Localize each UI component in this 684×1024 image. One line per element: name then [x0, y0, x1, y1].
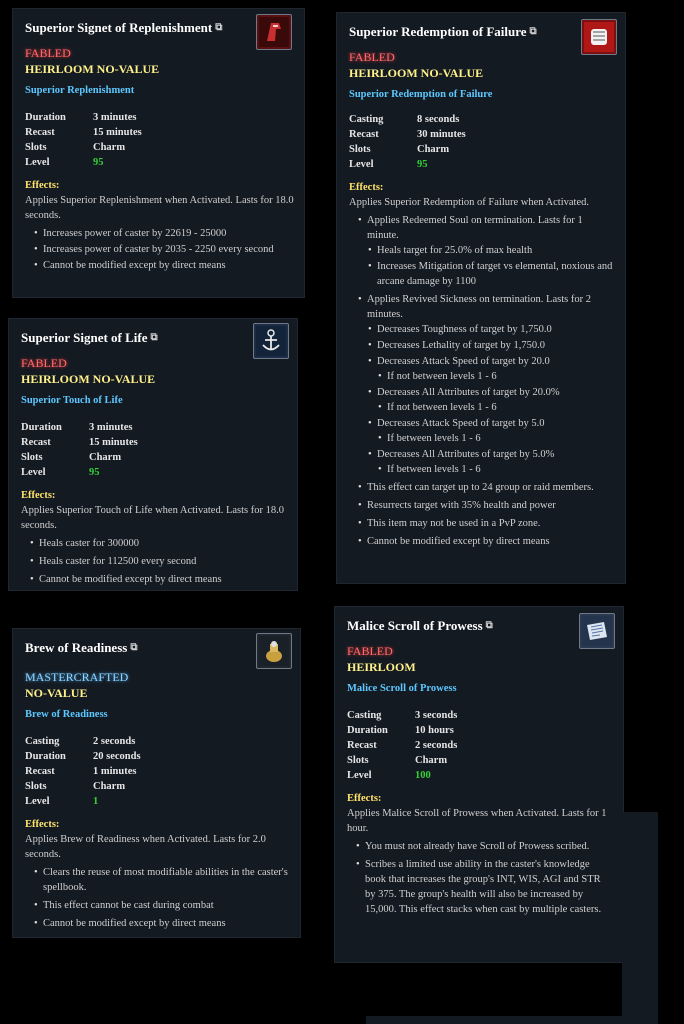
list-item: • Applies Revived Sickness on termination. Lasts for 2 minutes. • Decreases Toughness of target by 1,750.0 • Decreases Lethality of target by 1,750.0 • Decreases Attack Speed of target by 20.0 • If not between levels 1 - 6 • Decreases All Attributes of target by 20.0% • If not between levels 1 - 6 • Decreases Attack Speed of target by 5.0 • If between levels 1 - 6 • Decreases All Attributes of target by 5.0% • If between levels 1 - 6: [367, 292, 615, 477]
tier-label: FABLED: [21, 356, 67, 370]
item-flags: HEIRLOOM NO-VALUE: [349, 66, 484, 80]
item-flags: HEIRLOOM NO-VALUE: [21, 372, 156, 386]
stat-row: Recast 15 minutes: [21, 437, 138, 448]
stat-row: Duration 20 seconds: [25, 751, 141, 762]
stats-table: [21, 420, 138, 480]
list-item: • This effect can target up to 24 group or raid members.: [367, 480, 615, 495]
stat-row: Slots Charm: [25, 142, 126, 153]
list-item: • Decreases Attack Speed of target by 5.0 • If between levels 1 - 6: [377, 416, 615, 446]
list-item: • Cannot be modified except by direct means: [43, 258, 294, 273]
list-item: • Increases power of caster by 2035 - 2250 every second: [43, 242, 294, 257]
list-item: • Decreases All Attributes of target by 20.0% • If not between levels 1 - 6: [377, 385, 615, 415]
stat-row: Level 1: [25, 796, 99, 807]
stat-row: Slots Charm: [21, 452, 122, 463]
list-item: • Cannot be modified except by direct means: [367, 534, 615, 549]
brew-icon: [256, 633, 292, 669]
item-title[interactable]: Malice Scroll of Prowess ⧉: [347, 618, 493, 633]
panel-edge: [366, 1016, 658, 1024]
effect-text: Applies Superior Touch of Life when Activated. Lasts for 18.0 seconds.: [21, 505, 284, 531]
external-link-icon[interactable]: ⧉: [130, 642, 138, 653]
external-link-icon[interactable]: ⧉: [529, 26, 537, 37]
list-item: • Decreases All Attributes of target by 5.0% • If between levels 1 - 6: [377, 447, 615, 477]
stat-row: Recast 1 minutes: [25, 766, 137, 777]
list-item: • Applies Redeemed Soul on termination. Lasts for 1 minute. • Heals target for 25.0% of max health • Increases Mitigation of target vs elemental, noxious and arcane damage by 1100: [367, 213, 615, 289]
item-title[interactable]: Superior Redemption of Failure ⧉: [349, 24, 537, 39]
stats-table: [25, 110, 142, 170]
fist-icon: [581, 19, 617, 55]
tier-label: FABLED: [25, 46, 71, 60]
external-link-icon[interactable]: ⧉: [215, 22, 223, 33]
list-item: • Decreases Lethality of target by 1,750.0: [377, 338, 615, 353]
stat-row: Duration 10 hours: [347, 725, 454, 736]
stats-table: [347, 708, 457, 783]
tier-label: MASTERCRAFTED: [25, 670, 129, 684]
stat-row: Duration 3 minutes: [21, 422, 133, 433]
effects-heading: Effects:: [25, 819, 60, 830]
stat-row: Level 95: [25, 157, 104, 168]
list-item: • Increases power of caster by 22619 - 25000: [43, 226, 294, 241]
stat-row: Level 95: [349, 159, 428, 170]
stat-row: Level 100: [347, 770, 431, 781]
item-flags: HEIRLOOM: [347, 660, 416, 674]
item-title[interactable]: Brew of Readiness ⧉: [25, 640, 138, 655]
tier-label: FABLED: [349, 50, 395, 64]
list-item: • Decreases Attack Speed of target by 20.0 • If not between levels 1 - 6: [377, 354, 615, 384]
stat-row: Duration 3 minutes: [25, 112, 137, 123]
list-item: • Decreases Toughness of target by 1,750.0: [377, 322, 615, 337]
list-item: • Heals caster for 300000: [39, 536, 287, 551]
effects-heading: Effects:: [25, 180, 60, 191]
item-card-signet-replenishment: [12, 8, 305, 298]
list-item: • Scribes a limited use ability in the caster's knowledge book that increases the group's INT, WIS, AGI and STR by 375. The group's health will also be increased by 15,000. This effect stacks when cast by multiple casters.: [365, 857, 613, 917]
list-item: • Increases Mitigation of target vs elemental, noxious and arcane damage by 1100: [377, 259, 615, 289]
effect-list: [25, 865, 290, 931]
item-title[interactable]: Superior Signet of Life ⧉: [21, 330, 158, 345]
item-flags: NO-VALUE: [25, 686, 88, 700]
stat-row: Slots Charm: [347, 755, 448, 766]
list-item: • Resurrects target with 35% health and power: [367, 498, 615, 513]
item-card-malice-scroll: [334, 606, 624, 963]
stat-row: Casting 3 seconds: [347, 710, 458, 721]
list-item: • This item may not be used in a PvP zone.: [367, 516, 615, 531]
effect-list: [25, 226, 294, 273]
item-card-signet-of-life: [8, 318, 298, 591]
stat-row: Casting 2 seconds: [25, 736, 136, 747]
effect-text: Applies Superior Replenishment when Activated. Lasts for 18.0 seconds.: [25, 195, 294, 221]
item-flags: HEIRLOOM NO-VALUE: [25, 62, 160, 76]
item-subname: Malice Scroll of Prowess: [347, 683, 457, 694]
item-subname: Superior Redemption of Failure: [349, 89, 493, 100]
list-item: • This effect cannot be cast during combat: [43, 898, 290, 913]
list-item: • Cannot be modified except by direct means: [43, 916, 290, 931]
list-item: • If between levels 1 - 6: [387, 431, 615, 446]
effects-heading: Effects:: [347, 793, 382, 804]
item-card-brew-of-readiness: [12, 628, 301, 938]
stat-row: Casting 8 seconds: [349, 114, 460, 125]
effects-heading: Effects:: [21, 490, 56, 501]
tier-label: FABLED: [347, 644, 393, 658]
stats-table: [25, 734, 141, 809]
item-subname: Brew of Readiness: [25, 709, 108, 720]
list-item: • If not between levels 1 - 6: [387, 369, 615, 384]
external-link-icon[interactable]: ⧉: [150, 332, 158, 343]
effect-list: [347, 839, 613, 917]
item-subname: Superior Replenishment: [25, 85, 135, 96]
list-item: • You must not already have Scroll of Prowess scribed.: [365, 839, 613, 854]
item-title[interactable]: Superior Signet of Replenishment ⧉: [25, 20, 223, 35]
list-item: • If between levels 1 - 6: [387, 462, 615, 477]
stat-row: Recast 2 seconds: [347, 740, 458, 751]
stat-row: Recast 15 minutes: [25, 127, 142, 138]
effects-heading: Effects:: [349, 182, 384, 193]
stat-row: Recast 30 minutes: [349, 129, 466, 140]
effect-text: Applies Malice Scroll of Prowess when Activated. Lasts for 1 hour.: [347, 808, 607, 834]
effect-list: [349, 213, 615, 549]
scroll-icon: [579, 613, 615, 649]
stat-row: Level 95: [21, 467, 100, 478]
list-item: • Heals caster for 112500 every second: [39, 554, 287, 569]
effect-text: Applies Superior Redemption of Failure when Activated.: [349, 197, 589, 208]
effect-text: Applies Brew of Readiness when Activated. Lasts for 2.0 seconds.: [25, 834, 266, 860]
item-card-redemption-of-failure: [336, 12, 626, 584]
stat-row: Slots Charm: [349, 144, 450, 155]
anchor-icon: [253, 323, 289, 359]
list-item: • Cannot be modified except by direct means: [39, 572, 287, 587]
external-link-icon[interactable]: ⧉: [485, 620, 493, 631]
signet-replenishment-icon: [256, 14, 292, 50]
stats-table: [349, 112, 466, 172]
panel-edge: [622, 812, 658, 1024]
stat-row: Slots Charm: [25, 781, 126, 792]
effect-list: [21, 536, 287, 587]
list-item: • Clears the reuse of most modifiable abilities in the caster's spellbook.: [43, 865, 290, 895]
list-item: • If not between levels 1 - 6: [387, 400, 615, 415]
list-item: • Heals target for 25.0% of max health: [377, 243, 615, 258]
item-subname: Superior Touch of Life: [21, 395, 123, 406]
